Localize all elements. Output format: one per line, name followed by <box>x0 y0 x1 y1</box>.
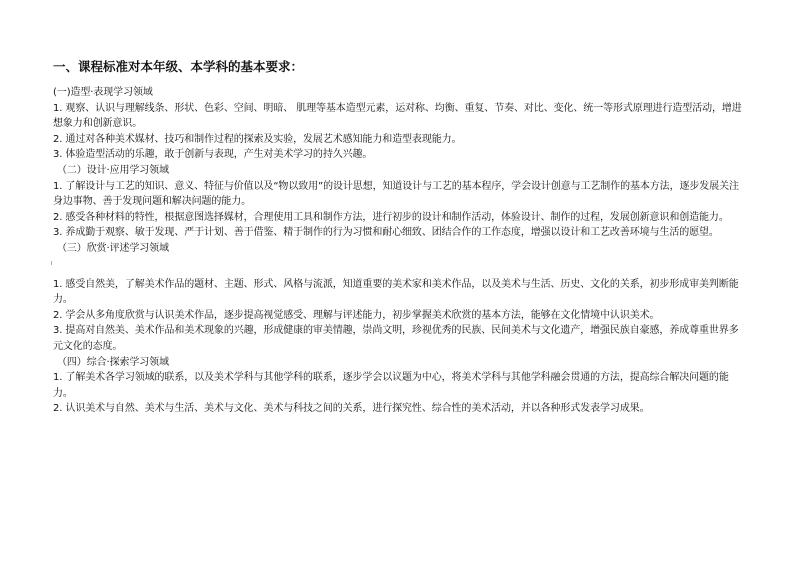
list-item: 3. 体验造型活动的乐趣，敢于创新与表现，产生对美术学习的持久兴趣。 <box>53 149 373 161</box>
list-item: 2. 通过对各种美术媒材、技巧和制作过程的探索及实验，发展艺术感知能力和造型表现能力。 <box>53 133 462 145</box>
list-item: 1. 了解设计与工艺的知识、意义、特征与价值以及“物以致用”的设计思想，知道设计与工艺的基本程序，学会设计创意与工艺制作的基本方法，逐步发展关注身边事物、善于发现问题和解决问题的能力。 <box>53 180 739 208</box>
list-item: 2. 感受各种材料的特性，根据意图选择媒材，合理使用工具和制作方法，进行初步的设计和制作活动，体验设计、制作的过程，发展创新意识和创造能力。 <box>53 211 729 223</box>
section-title-appreciation: （三）欣赏·评述学习领域 <box>57 242 169 254</box>
section-integration <box>53 355 743 417</box>
section-title-design: （二）设计·应用学习领域 <box>57 164 169 176</box>
list-item: 1. 了解美术各学习领域的联系，以及美术学科与其他学科的联系，逐步学会以议题为中心，将美术学科与其他学科融会贯通的方法，提高综合解决问题的能力。 <box>53 372 729 399</box>
list-item: 1. 感受自然美，了解美术作品的题材、主题、形式、风格与流派，知道重要的美术家和美术作品，以及美术与生活、历史、文化的关系，初步形成审美判断能力。 <box>53 278 739 306</box>
document-page <box>53 58 743 417</box>
list-item: 1. 观察、认识与理解线条、形状、色彩、空间、明暗、 肌理等基本造型元素，运对称、均衡、重复、节奏、对比、变化、统一等形式原理进行造型活动，增进想象力和创新意识。 <box>53 102 742 130</box>
list-item: 3. 提高对自然美、美术作品和美术现象的兴趣，形成健康的审美情趣，崇尚文明，珍视优秀的民族、民间美术与文化遗产，增强民族自豪感，养成尊重世界多元文化的态度。 <box>53 325 739 352</box>
blank-line <box>53 261 743 277</box>
section-shaping <box>53 85 743 163</box>
stray-mark <box>51 261 54 265</box>
list-item: 3. 养成勤于观察、敏于发现、严于计划、善于借鉴、精于制作的行为习惯和耐心细致、团结合作的工作态度，增强以设计和工艺改善环境与生活的愿望。 <box>53 227 719 239</box>
section-title-shaping: (一)造型·表现学习领域 <box>53 87 153 98</box>
list-item: 2. 认识美术与自然、美术与生活、美术与文化、美术与科技之间的关系，进行探究性、综合性的美术活动，并以各种形式发表学习成果。 <box>53 403 650 415</box>
section-design <box>53 163 743 241</box>
page-title: 一、课程标准对本年级、本学科的基本要求： <box>53 59 304 74</box>
section-title-integration: （四）综合·探索学习领域 <box>57 356 169 368</box>
list-item: 2. 学会从多角度欣赏与认识美术作品，逐步提高视觉感受、理解与评述能力，初步掌握美术欣赏的基本方法，能够在文化情境中认识美术。 <box>53 309 660 321</box>
section-appreciation <box>53 241 743 355</box>
